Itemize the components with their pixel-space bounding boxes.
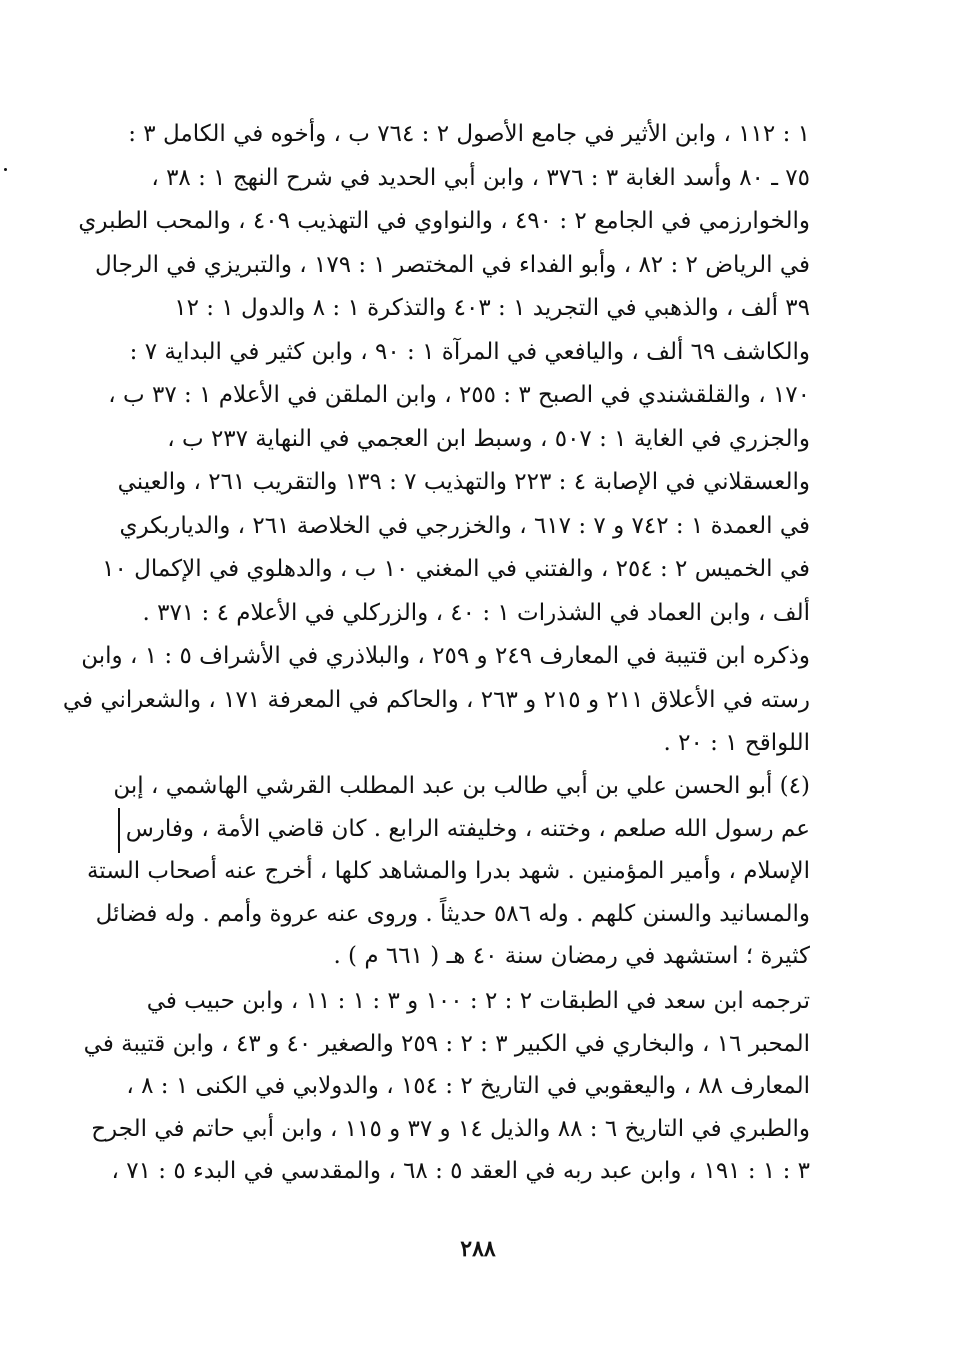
text-line: والطبري في التاريخ ٦ : ٨٨ والذيل ١٤ و ٣٧ و ١١٥ ، وابن أبي حاتم في الجرح: [91, 1115, 810, 1142]
text-line: في العمدة ١ : ٧٤٢ و ٧ : ٦١٧ ، والخزرجي في الخلاصة ٢٦١ ، والدياربكري: [119, 512, 810, 539]
text-line: ١ : ١١٢ ، وابن الأثير في جامع الأصول ٢ : ٧٦٤ ب ، وأخوه في الكامل ٣ :: [128, 121, 810, 147]
text-line: وذكره ابن قتيبة في المعارف ٢٤٩ و ٢٥٩ ، والبلاذري في الأشراف ٥ : ١ ، وابن: [81, 643, 810, 669]
text-line: والعسقلاني في الإصابة ٤ : ٢٢٣ والتهذيب ٧ : ١٣٩ والتقريب ٢٦١ ، والعيني: [117, 469, 810, 495]
margin-dot-mark: [4, 168, 7, 171]
text-line: عم رسول الله صلعم ، وختنه ، وخليفته الرابع . كان قاضي الأمة ، وفارس: [125, 815, 810, 842]
text-line: اللواقح ١ : ٢٠ .: [663, 730, 810, 756]
text-line: ٣٩ ألف ، والذهبي في التجريد ١ : ٤٠٣ والتذكرة ١ : ٨ والدول ١ : ١٢: [174, 295, 810, 321]
text-line: والكاشف ٦٩ ألف ، واليافعي في المرآة ١ : ٩٠ ، وابن كثير في البداية ٧ :: [129, 338, 810, 365]
text-line: المحبر ١٦ ، والبخاري في الكبير ٣ : ٢ : ٢٥٩ والصغير ٤٠ و ٤٣ ، وابن قتيبة في: [83, 1030, 810, 1057]
footnote-paragraph-references: [62, 113, 810, 766]
text-line: ألف ، وابن العماد في الشذرات ١ : ٤٠ ، والزركلي في الأعلام ٤ : ٣٧١ .: [142, 599, 810, 626]
text-line: ٣ : ١ : ١٩١ ، وابن عبد ربه في العقد ٥ : ٦٨ ، والمقدسي في البدء ٥ : ٧١ ،: [111, 1158, 810, 1184]
text-line: والمسانيد والسنن كلهم . وله ٥٨٦ حديثاً . وروى عنه عروة وأمم . وله فضائل: [95, 900, 810, 927]
page-number: ٢٨٨: [460, 1236, 496, 1262]
text-line: والخوارزمي في الجامع ٢ : ٤٩٠ ، والنواوي في التهذيب ٤٠٩ ، والمحب الطبري: [78, 208, 810, 234]
text-line: المعارف ٨٨ ، واليعقوبي في التاريخ ٢ : ١٥٤ ، والدولابي في الكنى ١ : ٨ ،: [126, 1073, 810, 1099]
footnote-paragraph-biography: [86, 765, 810, 978]
text-line: ترجمه ابن سعد في الطبقات ٢ : ٢ : ١٠٠ و ٣ : ١ : ١١ ، وابن حبيب في: [146, 988, 810, 1014]
footnote-paragraph-sources: [83, 980, 810, 1193]
text-line: ٧٥ ـ ٨٠ وأسد الغابة ٣ : ٣٧٦ ، وابن أبي الحديد في شرح النهج ١ : ٣٨ ،: [151, 164, 810, 191]
text-line: رسته في الأعلاق ٢١١ و ٢١٥ و ٢٦٣ ، والحاكم في المعرفة ١٧١ ، والشعراني في: [62, 686, 810, 713]
text-line: والجزري في الغاية ١ : ٥٠٧ ، وسبط ابن العجمي في النهاية ٢٣٧ ب ،: [167, 425, 810, 452]
text-line: كثيرة ؛ استشهد في رمضان سنة ٤٠ هـ ( ٦٦١ م ) .: [333, 943, 810, 969]
text-line: (٤) أبو الحسن علي بن أبي طالب بن عبد المطلب القرشي الهاشمي ، إبن: [113, 773, 810, 799]
text-line: ١٧٠ ، والقلقشندي في الصبح ٣ : ٢٥٥ ، وابن الملقن في الأعلام ١ : ٣٧ ب ،: [108, 382, 810, 408]
margin-vertical-mark: [118, 808, 120, 853]
text-line: في الرياض ٢ : ٨٢ ، وأبو الفداء في المختصر ١ : ١٧٩ ، والتبريزي في الرجال: [94, 251, 810, 278]
text-line: الإسلام ، وأمير المؤمنين . شهد بدرا والمشاهد كلها ، أخرج عنه أصحاب الستة: [86, 858, 810, 884]
text-line: في الخميس ٢ : ٢٥٤ ، والفتني في المغني ١٠ ب ، والدهلوي في الإكمال ١٠: [102, 556, 810, 582]
